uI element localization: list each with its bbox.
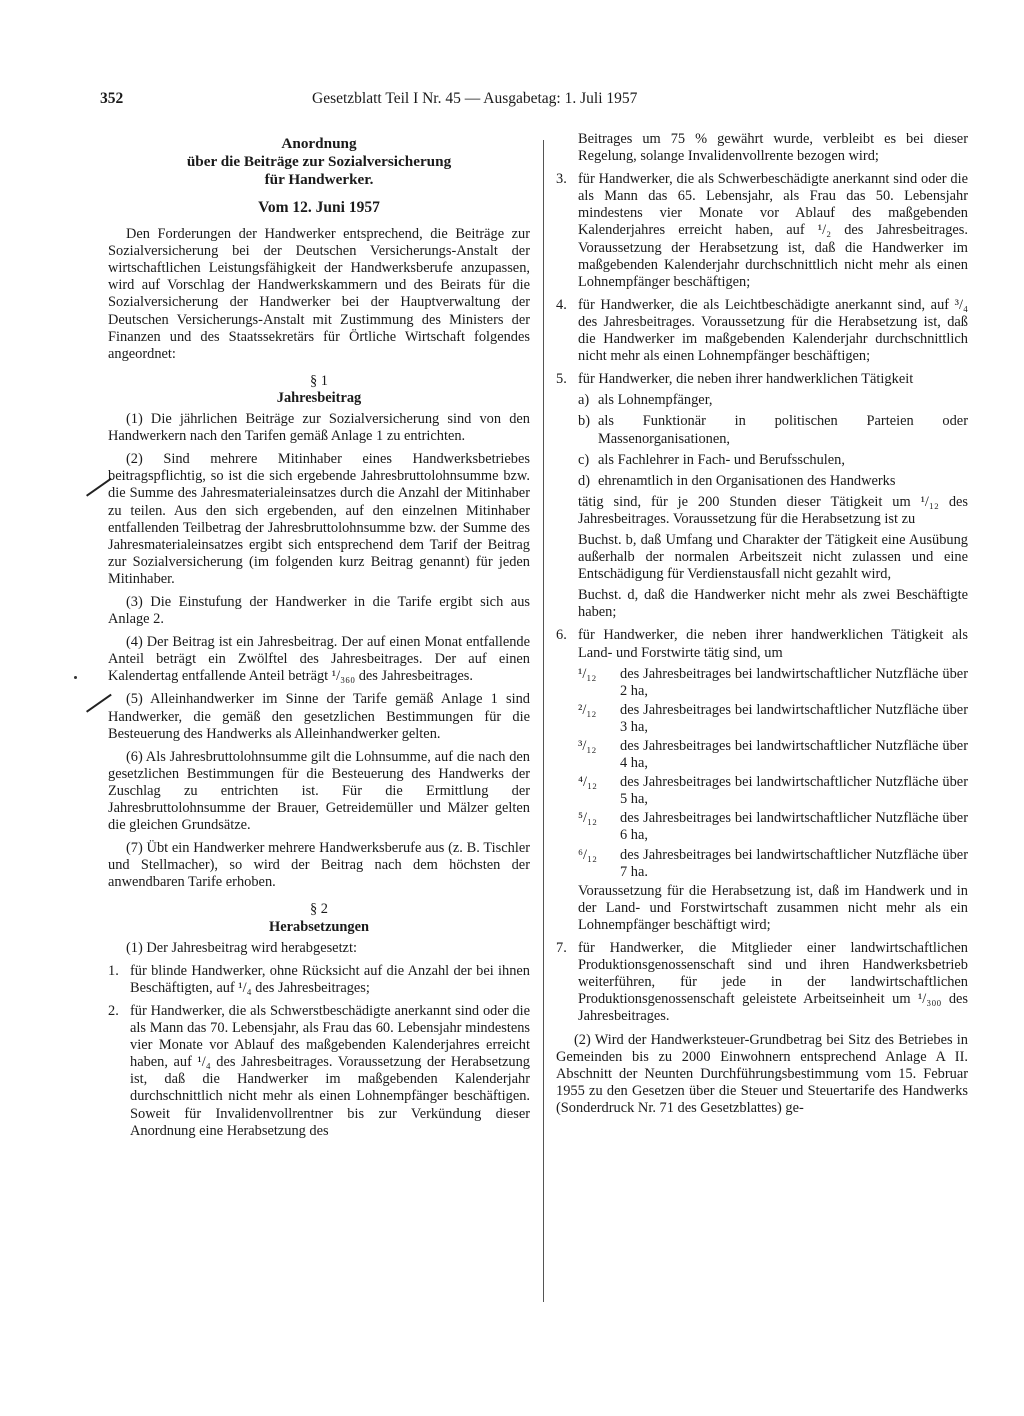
sub-item: a) als Lohnempfänger, [578,392,713,409]
right-column [556,131,968,1123]
header-title: Gesetzblatt Teil I Nr. 45 — Ausgabetag: 1. Juli 1957 [312,90,638,107]
fraction-row: ⁵/₁₂ des Jahresbeitrages bei landwirtschaftlicher Nutzfläche über 6 ha, [578,810,968,844]
column-divider [543,140,544,1302]
fraction-row: ³/₁₂ des Jahresbeitrages bei landwirtschaftlicher Nutzfläche über 4 ha, [578,738,968,772]
ordinance-title: Anordnung über die Beiträge zur Sozialversicherung für Handwerker. [186,135,452,188]
list-item: 7. für Handwerker, die Mitglieder einer landwirtschaftlichen Produktionsgenossenschaft sind und ihren Handwerksbetrieb weiterführen, für jede in der landwirtschaftlichen Produktionsgenossenschaft geleistete Arbeitseinheit um ¹/₃₀₀ des Jahresbeitrages. [556,940,968,1025]
sub-item: b) als Funktionär in politischen Parteien oder Massenorganisationen, [578,413,968,447]
list-item-continuation: Beitrages um 75 % gewährt wurde, verbleibt es bei dieser Regelung, solange Invalidenvollrente bezogen wird; [578,131,968,165]
ordinance-date: Vom 12. Juni 1957 [258,199,380,216]
left-column [108,135,530,1146]
paragraph: (3) Die Einstufung der Handwerker in die Tarife ergibt sich aus Anlage 2. [108,593,530,628]
list-item: 2. für Handwerker, die als Schwerstbeschädigte anerkannt sind oder die als Mann das 70. Lebensjahr, als Frau das 60. Lebensjahr mindestens vier Monate vor Ablauf des maßgebenden Kalenderjahres erreicht haben, auf ¹/₄ des Jahresbeitrages. Voraussetzung der Herabsetzung ist, daß die Handwerker im maßgebenden Kalenderjahr durchschnittlich nicht mehr als einen Lohnempfänger beschäftigen. Soweit für Invalidenvollrentner bis zur Verkündung dieser Anordnung eine Herabsetzung des [108,1002,530,1139]
fraction-row: ¹/₁₂ des Jahresbeitrages bei landwirtschaftlicher Nutzfläche über 2 ha, [578,665,968,699]
page-header [100,90,970,112]
list-item: 1. für blinde Handwerker, ohne Rücksicht auf die Anzahl der bei ihnen Beschäftigten, auf ¹/₄ des Jahresbeitrages; [108,962,530,996]
paragraph: (6) Als Jahresbruttolohnsumme gilt die Lohnsumme, auf die nach den gesetzlichen Bestimmungen für die Besteuerung des Handwerks der Zuschlag zu entrichten ist. Für die Ermittlung der Jahresbruttolohnsumme der Brauer, Getreidemüller und Mälzer gelten die gleichen Grundsätze. [108,748,530,834]
section-2-number: § 2 [310,901,328,918]
list-item: 6. für Handwerker, die neben ihrer handwerklichen Tätigkeit als Land- und Forstwirte tätig sind, um ¹/₁₂ des Jahresbeitrages bei landwirtschaftlicher Nutzfläche über 2 ha, ²/₁₂ des Jahresbeitrages bei landwirtschaftlicher Nutzfläche über 3 ha, ³/₁₂ des Jahresbeitrages bei landwirtschaftlicher Nutzfläche über 4 ha, ⁴/₁₂ des Jahresbeitrages bei landwirtschaftlicher Nutzfläche über 5 ha, ⁵/₁₂ des Jahresbeitrages bei landwirtschaftlicher Nutzfläche über 6 ha, ⁶/₁₂ des Jahresbeitrages bei landwirtschaftlicher Nutzfläche über 7 ha. Voraussetzung für die Herabsetzung ist, daß im Handwerk und in der Land- und Forstwirtschaft zusammen nicht mehr als ein Lohnempfänger beschäftigt wird; [556,627,968,933]
list-item: 3. für Handwerker, die als Schwerbeschädigte anerkannt sind oder die als Mann das 65. Lebensjahr, als Frau das 50. Lebensjahr mindestens vier Monate vor Ablauf des maßgebenden Kalenderjahres erreicht haben, auf ¹/₂ des Jahresbeitrages. Voraussetzung der Herabsetzung ist, daß die Handwerker im maßgebenden Kalenderjahr durchschnittlich nicht mehr als einen Lohnempfänger beschäftigen; [556,171,968,290]
section-2-title: Herabsetzungen [269,918,369,935]
paragraph: (1) Die jährlichen Beiträge zur Sozialversicherung sind von den Handwerkern nach den Tarifen gemäß Anlage 1 zu entrichten. [108,411,530,445]
preamble: Den Forderungen der Handwerker entsprechend, die Beiträge zur Sozialversicherung bei der Deutschen Versicherungs-Anstalt der wirtschaftlichen Leistungsfähigkeit der Handwerksberufe anzupassen, wird auf Vorschlag der Handwerkskammern und des Beirats für die Sozialversicherung der Handwerker bei der Hauptverwaltung der Deutschen Versicherungs-Anstalt mit Zustimmung des Ministers der Finanzen und des Staatssekretärs für Örtliche Wirtschaft folgendes angeordnet: [108,226,530,362]
fraction-row: ⁴/₁₂ des Jahresbeitrages bei landwirtschaftlicher Nutzfläche über 5 ha, [578,774,968,808]
list-item: 5. für Handwerker, die neben ihrer handwerklichen Tätigkeit a) als Lohnempfänger, b) als Funktionär in politischen Parteien oder Massenorganisationen, c) als Fachlehrer in Fach- und Berufsschulen, d) ehrenamtlich in den Organisationen des Handwerks tätig sind, für je 200 Stunden dieser Tätigkeit um ¹/₁₂ des Jahresbeitrages. Voraussetzung für die Herabsetzung ist zu Buchst. b, daß Umfang und Charakter der Tätigkeit eine Ausübung außerhalb der normalen Arbeitszeit nicht zulassen und eine Entschädigung für Verdienstausfall nicht gezahlt wird, Buchst. d, daß die Handwerker nicht mehr als zwei Beschäftigte haben; [556,371,968,621]
page-number: 352 [100,90,124,107]
sub-item: c) als Fachlehrer in Fach- und Berufsschulen, [578,451,845,468]
paragraph: (7) Übt ein Handwerker mehrere Handwerksberufe aus (z. B. Tischler und Stellmacher), so wird der Beitrag nach dem höchsten der anwendbaren Tarife erhoben. [108,840,530,891]
fraction-row: ²/₁₂ des Jahresbeitrages bei landwirtschaftlicher Nutzfläche über 3 ha, [578,701,968,735]
sub-item: d) ehrenamtlich in den Organisationen des Handwerks [578,472,896,489]
section-1-number: § 1 [310,372,328,389]
paragraph: (2) Wird der Handwerksteuer-Grundbetrag bei Sitz des Betriebes in Gemeinden bis zu 2000 Einwohnern entsprechend Anlage A II. Abschnitt der Neunten Durchführungsbestimmung vom 15. Februar 1955 zu den Gesetzen über die Steuer und Steuertarife des Handwerks (Sonderdruck Nr. 71 des Gesetzblattes) ge- [556,1031,968,1116]
margin-dot [74,676,77,679]
paragraph: (5) Alleinhandwerker im Sinne der Tarife gemäß Anlage 1 sind Handwerker, die gemäß den gesetzlichen Bestimmungen für die Besteuerung des Handwerks als Alleinhandwerker gelten. [108,691,530,742]
paragraph: (2) Sind mehrere Mitinhaber eines Handwerksbetriebes beitragspflichtig, so ist die sich ergebende Jahresbruttolohnsumme bzw. die Summe des Jahresmaterialeinsatzes durch die Anzahl der Mitinhaber zu teilen. Aus den sich ergebenden, auf den einzelnen Mitinhaber entfallenden Teilbetrag der Jahresbruttolohnsumme bzw. der Summe des Jahresmaterialeinsatzes ergibt sich entsprechend dem Tarif der Beitrag zur Sozialversicherung (im folgenden kurz Beitrag genannt) für jeden Mitinhaber. [108,451,530,587]
list-item: 4. für Handwerker, die als Leichtbeschädigte anerkannt sind, auf ³/₄ des Jahresbeitrages. Voraussetzung für die Herabsetzung ist, daß die Handwerker im maßgebenden Kalenderjahr durchschnittlich nicht mehr als einen Lohnempfänger beschäftigen; [556,296,968,365]
fraction-row: ⁶/₁₂ des Jahresbeitrages bei landwirtschaftlicher Nutzfläche über 7 ha. [578,846,968,880]
section-1-title: Jahresbeitrag [276,389,362,406]
paragraph: (1) Der Jahresbeitrag wird herabgesetzt: [126,939,357,956]
paragraph: (4) Der Beitrag ist ein Jahresbeitrag. Der auf einen Monat entfallende Anteil beträgt ein Zwölftel des Jahresbeitrages. Der auf einen Kalendertag entfallende Anteil beträgt ¹/₃₆₀ des Jahresbeitrages. [108,634,530,685]
